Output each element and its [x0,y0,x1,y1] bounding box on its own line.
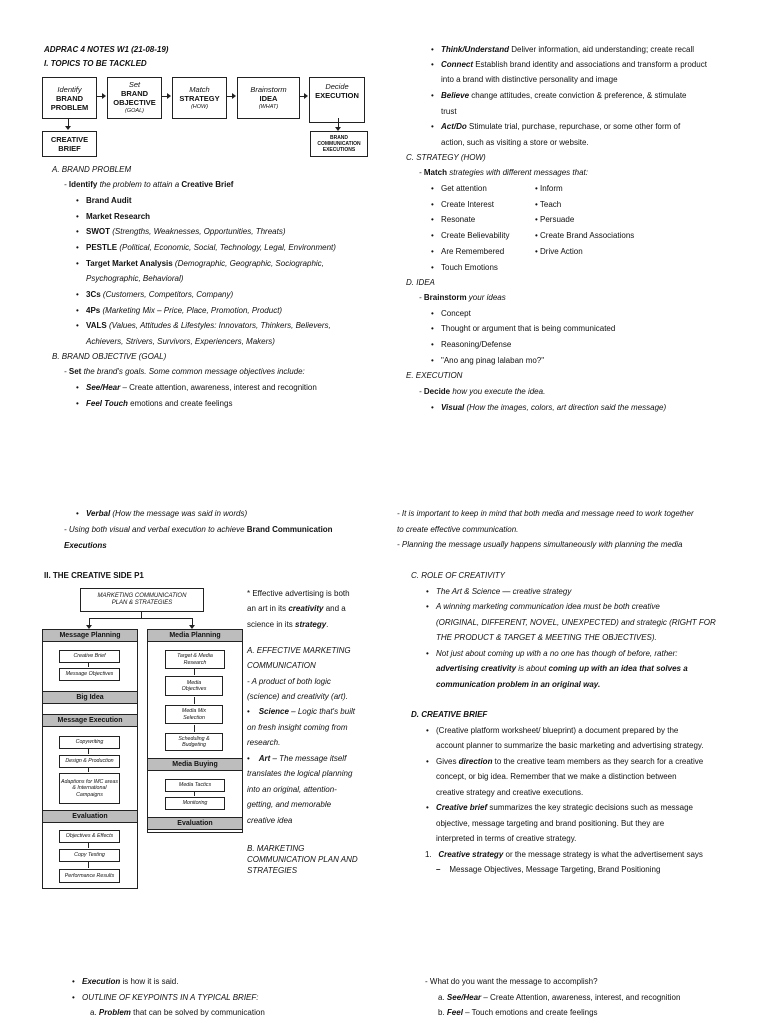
paragraph: - Planning the message usually happens simultaneously with planning the media [397,540,683,549]
flow-box-brand-problem: Identify BRAND PROBLEM [42,77,97,119]
heading-role-of-creativity: C. ROLE OF CREATIVITY [411,571,505,580]
list-item: • Thought or argument that is being communicated [441,323,615,334]
list-item-continued: Achievers, Strivers, Survivors, Experiencers, Makers) [86,337,275,346]
list-item-continued: objective, message targeting and brand positioning. But they are [436,819,665,828]
brand-problem-lead: - Identify the problem to attain a Creative Brief [64,180,234,189]
media-planning-header: Media Planning [147,629,243,642]
copywriting-box: Copywriting [59,736,120,749]
list-item: • PESTLE (Political, Economic, Social, Technology, Legal, Environment) [86,242,336,253]
section-heading: II. THE CREATIVE SIDE P1 [44,571,144,580]
list-item: • Not just about coming up with a no one has though of before, rather: [436,648,678,659]
message-execution-header: Message Execution [42,714,138,727]
list-item: • "Ano ang pinag lalaban mo?" [441,355,544,366]
list-item-continued: into a brand with distinctive personality and image [441,75,618,84]
list-item: • Resonate [441,214,475,225]
objectives-effects-box: Objectives & Effects [59,830,120,843]
page-gap [0,470,768,494]
paragraph: - It is important to keep in mind that both media and message need to work together [397,509,694,518]
heading-idea: D. IDEA [406,278,435,287]
execution-lead: - Decide how you execute the idea. [419,387,546,396]
list-item: • Reasoning/Defense [441,339,511,350]
list-item: • Persuade [535,215,575,224]
list-item-continued: Psychographic, Behavioral) [86,274,184,283]
paragraph: on fresh insight coming from [247,723,348,732]
paragraph: into an original, attention- [247,785,337,794]
list-item-continued: trust [441,107,457,116]
evaluation-header-left: Evaluation [42,810,138,823]
page-title: ADPRAC 4 NOTES W1 (21-08-19) [44,45,169,54]
list-item: • Execution is how it is said. [82,976,178,987]
list-item-continued: communication problem in an original way. [436,680,601,689]
list-item-continued: account planner to summarize the basic marketing and advertising strategy. [436,741,704,750]
list-item: • Brand Audit [86,195,131,206]
list-item: • OUTLINE OF KEYPOINTS IN A TYPICAL BRIEF: [82,992,258,1003]
media-mix-selection-box: Media Mix Selection [165,705,223,724]
list-item: • Create Brand Associations [535,231,635,240]
list-item: • 4Ps (Marketing Mix – Price, Place, Promotion, Product) [86,305,282,316]
performance-results-box: Performance Results [59,869,120,883]
list-item: • Verbal (How the message was said in words) [86,508,247,519]
heading-brand-problem: A. BRAND PROBLEM [52,165,132,174]
list-item-continued: action, such as visiting a store or website. [441,138,589,147]
list-item: • Inform [535,184,563,193]
media-objectives-box: Media Objectives [165,676,223,696]
list-item: • Connect Establish brand identity and associations and transform a product [441,59,707,70]
paragraph: Executions [64,541,107,550]
list-item-continued: creative strategy and creative executions. [436,788,584,797]
idea-lead: - Brainstorm your ideas [419,293,506,302]
strategy-lead: - Match strategies with different messages that: [419,168,588,177]
paragraph: research. [247,738,281,747]
big-idea-header: Big Idea [42,691,138,704]
brand-objective-lead: - Set the brand's goals. Some common message objectives include: [64,367,305,376]
paragraph: - What do you want the message to accomplish? [425,977,598,986]
numbered-item: 1. Creative strategy or the message strategy is what the advertisement says [425,850,703,859]
list-item: • Get attention [441,183,487,194]
list-item: • 3Cs (Customers, Competitors, Company) [86,289,233,300]
target-media-research-box: Target & Media Research [165,650,225,669]
list-item: • The Art & Science — creative strategy [436,586,571,597]
list-item: • See/Hear – Create attention, awareness, interest and recognition [86,382,317,393]
paragraph: • Art – The message itself [247,754,347,763]
list-item: • Teach [535,200,562,209]
heading-brand-objective: B. BRAND OBJECTIVE (GOAL) [52,352,167,361]
list-item: • Feel Touch emotions and create feelings [86,398,232,409]
list-item-continued: interpreted in terms of creative strategy. [436,834,577,843]
diagram-top-box: MARKETING COMMUNICATION PLAN & STRATEGIES [80,588,204,612]
list-item: • Gives direction to the creative team members as they search for a creative [436,756,703,767]
heading-effective-communication: A. EFFECTIVE MARKETING [247,646,351,655]
paragraph: - Using both visual and verbal execution to achieve Brand Communication [64,525,333,534]
monitoring-box: Monitoring [165,797,225,810]
paragraph: creative idea [247,816,293,825]
list-item: a. Problem that can be solved by communication [90,1008,265,1017]
paragraph: • Science – Logic that's built [247,707,355,716]
heading-plan-strategies: B. MARKETING [247,844,305,853]
paragraph: to create effective communication. [397,525,519,534]
heading-plan-strategies: STRATEGIES [247,866,298,875]
flow-box-idea: Brainstorm IDEA (WHAT) [237,77,300,119]
list-item: • A winning marketing communication idea must be both creative [436,601,660,612]
message-objectives-box: Message Objectives [59,668,120,681]
paragraph: getting, and memorable [247,800,332,809]
flow-box-brand-objective: Set BRAND OBJECTIVE (GOAL) [107,77,162,119]
list-item: • Act/Do Stimulate trial, purchase, repurchase, or some other form of [441,121,680,132]
list-item: • Create Interest [441,199,494,210]
list-item: • Target Market Analysis (Demographic, Geographic, Sociographic, [86,258,324,269]
list-item: • Think/Understand Deliver information, aid understanding; create recall [441,44,694,55]
creative-brief-box: CREATIVE BRIEF [42,131,97,157]
list-item: • SWOT (Strengths, Weaknesses, Opportunities, Threats) [86,226,285,237]
list-item: • (Creative platform worksheet/ blueprint) a document prepared by the [436,725,678,736]
flow-box-execution: Decide EXECUTION [309,77,365,123]
heading-plan-strategies: COMMUNICATION PLAN AND [247,855,358,864]
copy-testing-box: Copy Testing [59,849,120,862]
paragraph: (science) and creativity (art). [247,692,348,701]
creative-brief-box: Creative Brief [59,650,120,663]
list-item: • Are Remembered [441,246,504,257]
list-item: • Visual (How the images, colors, art direction said the message) [441,402,666,413]
list-item-continued: (ORIGINAL, DIFFERENT, NOVEL, UNEXPECTED) and strategic (RIGHT FOR [436,618,716,627]
paragraph: * Effective advertising is both [247,589,350,598]
list-item-continued: THE PRODUCT & TARGET & MEETING THE OBJECTIVES). [436,633,657,642]
list-item: • Believe change attitudes, create conviction & preference, & stimulate [441,90,686,101]
list-item: • VALS (Values, Attitudes & Lifestyles: Innovators, Thinkers, Believers, [86,320,331,331]
brand-comm-box: BRAND COMMUNICATION EXECUTIONS [310,131,368,157]
page-gap [0,930,768,970]
sub-item: – Message Objectives, Message Targeting, Brand Positioning [436,865,661,874]
list-item: • Concept [441,308,471,319]
list-item: • Create Believability [441,230,509,241]
list-item: • Creative brief summarizes the key strategic decisions such as message [436,802,693,813]
design-production-box: Design & Production [59,755,120,768]
paragraph: an art in its creativity and a [247,604,346,613]
section-heading: I. TOPICS TO BE TACKLED [44,59,147,68]
evaluation-header-right: Evaluation [147,817,243,830]
list-item: • Market Research [86,211,150,222]
flow-box-strategy: Match STRATEGY (HOW) [172,77,227,119]
media-buying-header: Media Buying [147,758,243,771]
list-item: • Touch Emotions [441,262,498,273]
list-item: b. Feel – Touch emotions and create feelings [438,1008,598,1017]
paragraph: translates the logical planning [247,769,353,778]
heading-strategy: C. STRATEGY (HOW) [406,153,486,162]
paragraph: - A product of both logic [247,677,331,686]
adaptions-box: Adaptions for IMC areas & International Campaigns [59,773,120,804]
list-item: • Drive Action [535,247,583,256]
paragraph: science in its strategy. [247,620,329,629]
list-item-continued: concept, or big idea. Remember that we make a distinction between [436,772,677,781]
message-planning-header: Message Planning [42,629,138,642]
media-tactics-box: Media Tactics [165,779,225,792]
list-item-continued: advertising creativity is about coming up with an idea that solves a [436,664,688,673]
heading-effective-communication: COMMUNICATION [247,661,316,670]
heading-creative-brief: D. CREATIVE BRIEF [411,710,488,719]
list-item: a. See/Hear – Create Attention, awareness, interest, and recognition [438,993,681,1002]
scheduling-budgeting-box: Scheduling & Budgeting [165,733,223,751]
heading-execution: E. EXECUTION [406,371,463,380]
